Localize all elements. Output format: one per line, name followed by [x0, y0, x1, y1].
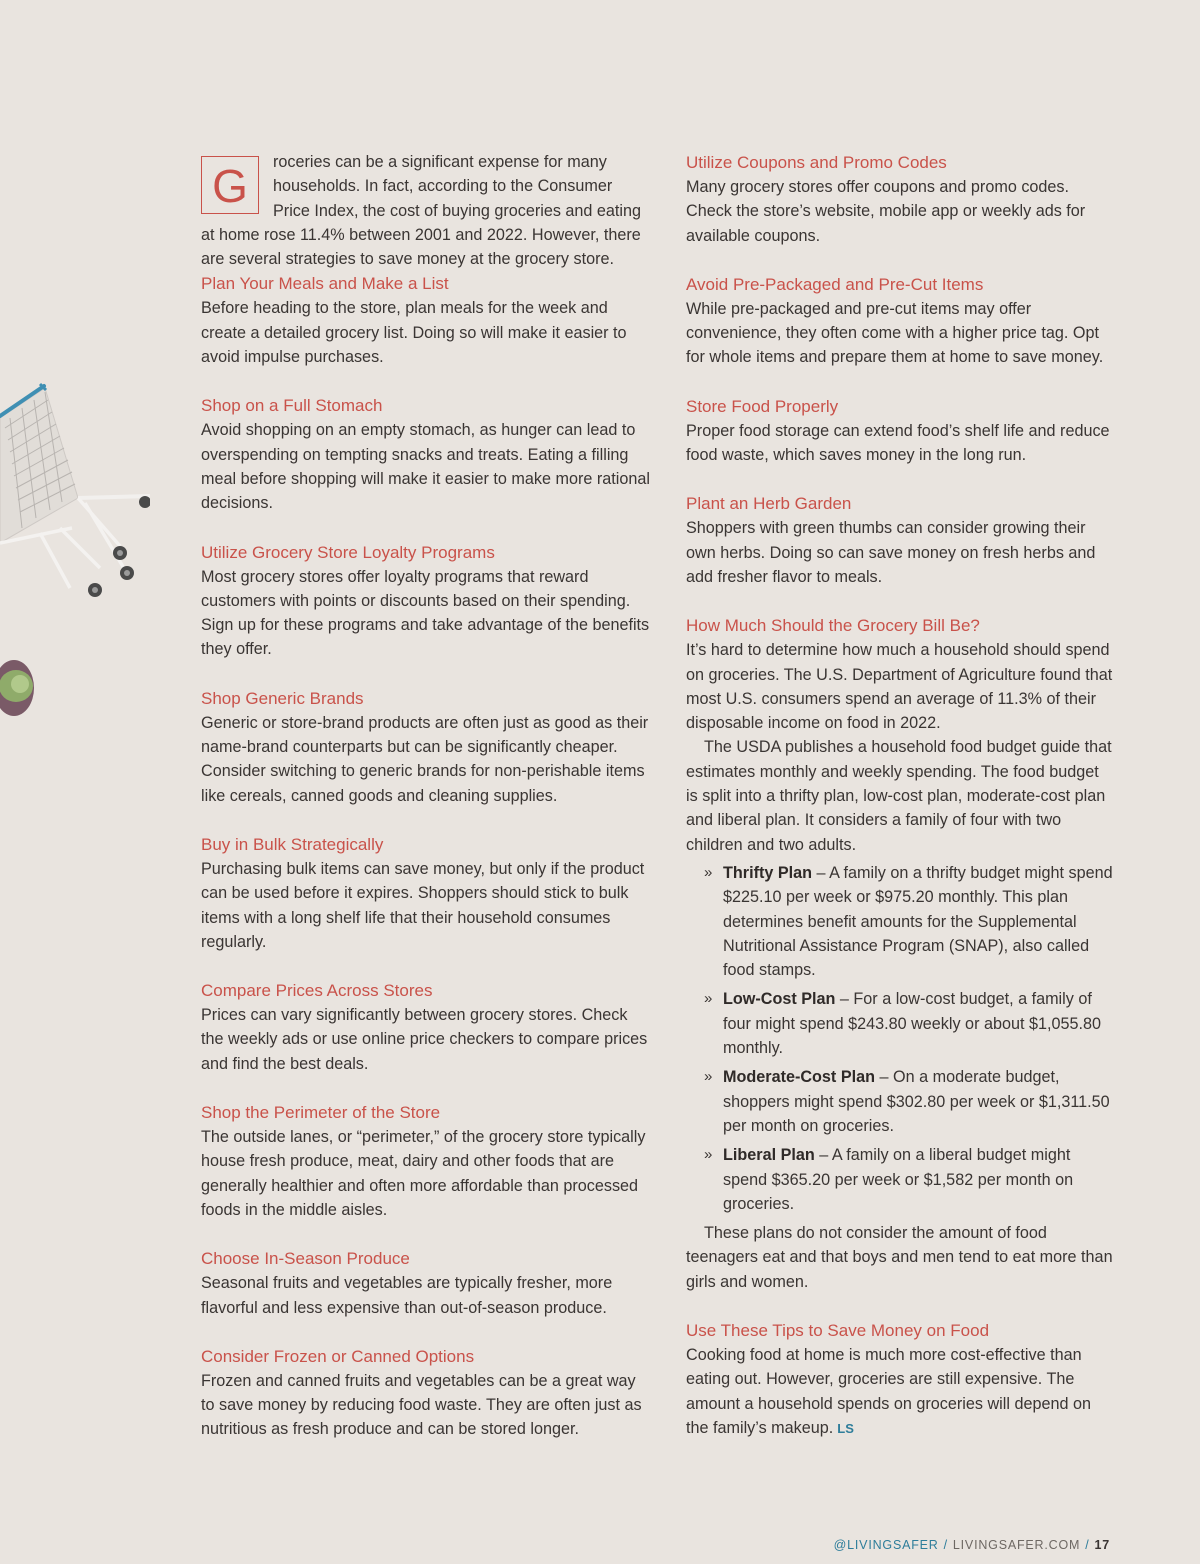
section-heading: Plan Your Meals and Make a List — [201, 274, 449, 294]
plan-list — [686, 861, 1114, 1216]
section-heading: Plant an Herb Garden — [686, 494, 852, 514]
section-body: It’s hard to determine how much a household should spend on groceries. The U.S. Department of Agriculture found that most U.S. consumers spend an average of 11.3% of their disposable income on food in 2022. — [686, 641, 1113, 733]
section-heading: Store Food Properly — [686, 396, 839, 416]
section-full-stomach — [201, 393, 651, 515]
section-heading: Shop on a Full Stomach — [201, 396, 383, 416]
section-buy-bulk — [201, 832, 651, 954]
section-body: Most grocery stores offer loyalty programs that reward customers with points or discounts based on their spending. Sign up for these programs and take advantage of the benefits they offer. — [201, 567, 650, 659]
section-loyalty-programs — [201, 540, 651, 662]
plan-text: – On a moderate budget, shoppers might spend $302.80 per week or $1,311.50 per month on groceries. — [723, 1068, 1110, 1135]
plan-name: Liberal Plan — [723, 1146, 815, 1165]
plan-name: Moderate-Cost Plan — [723, 1068, 876, 1087]
shopping-cart-image — [0, 378, 150, 608]
section-grocery-bill — [686, 613, 1114, 1294]
plan-name: Thrifty Plan — [723, 863, 813, 882]
intro-text: roceries can be a significant expense for many households. In fact, according to the Consumer Price Index, the cost of buying groceries and eating at home rose 11.4% between 2001 and 2022. However, there are several strategies to save money at the grocery store. — [201, 153, 642, 269]
list-item — [704, 861, 1114, 982]
plan-text: – A family on a liberal budget might spend $365.20 per week or $1,582 per month on groceries. — [723, 1146, 1074, 1213]
section-body — [686, 1343, 1114, 1441]
social-handle: @LIVINGSAFER — [833, 1538, 939, 1552]
plan-text: – A family on a thrifty budget might spend $225.10 per week or $975.20 monthly. This plan determines benefit amounts for the Supplemental Nutritional Assistance Program (SNAP), also called food stamps. — [723, 863, 1113, 980]
section-frozen-canned — [201, 1344, 651, 1442]
intro-paragraph — [201, 150, 651, 271]
list-item — [704, 1065, 1114, 1138]
page-number: 17 — [1094, 1538, 1110, 1552]
section-heading: Avoid Pre-Packaged and Pre-Cut Items — [686, 274, 984, 294]
section-body: Before heading to the store, plan meals for the week and create a detailed grocery list. Doing so will make it easier to avoid impulse purchases. — [201, 299, 627, 367]
section-body: Frozen and canned fruits and vegetables can be a great way to save money by reducing food waste. They are often just as nutritious as fresh produce and can be stored longer. — [201, 1371, 642, 1439]
footer-separator: / — [1085, 1538, 1090, 1552]
bullet-icon: » — [704, 1068, 713, 1086]
section-generic-brands — [201, 686, 651, 808]
bullet-icon: » — [704, 863, 713, 881]
plan-name: Low-Cost Plan — [723, 990, 836, 1009]
section-heading: Shop the Perimeter of the Store — [201, 1103, 441, 1123]
section-body: Purchasing bulk items can save money, but only if the product can be used before it expires. Shoppers should stick to bulk items with a long shelf life that their household consumes regularly. — [201, 859, 645, 951]
section-body: Proper food storage can extend food’s shelf life and reduce food waste, which saves money in the long run. — [686, 421, 1110, 465]
section-body: The outside lanes, or “perimeter,” of the grocery store typically house fresh produce, meat, dairy and other foods that are generally healthier and often more affordable than processed foods in the middle aisles. — [201, 1128, 646, 1219]
section-perimeter — [201, 1100, 651, 1222]
section-store-food — [686, 394, 1114, 468]
section-body: Generic or store-brand products are often just as good as their name-brand counterparts but can be significantly cheaper. Consider switching to generic brands for non-perishable items like cereals, canned goods and cleaning supplies. — [201, 713, 649, 805]
section-herb-garden — [686, 491, 1114, 589]
section-body: Seasonal fruits and vegetables are typically fresher, more flavorful and less expensive than out-of-season produce. — [201, 1274, 613, 1317]
section-body: These plans do not consider the amount of food teenagers eat and that boys and men tend to eat more than girls and women. — [686, 1224, 1113, 1291]
website: LIVINGSAFER.COM — [952, 1538, 1081, 1552]
section-pre-packaged — [686, 272, 1114, 370]
page-footer — [834, 1538, 1110, 1552]
right-column — [686, 150, 1114, 1465]
section-body: Prices can vary significantly between grocery stores. Check the weekly ads or use online price checkers to compare prices and find the best deals. — [201, 1006, 648, 1073]
end-mark-icon: LS — [837, 1420, 854, 1436]
footer-separator: / — [943, 1538, 948, 1552]
section-body: Avoid shopping on an empty stomach, as hunger can lead to overspending on tempting snacks and treats. Eating a filling meal before shopping will make it easier to make more rational decisions. — [201, 421, 650, 513]
section-compare-prices — [201, 978, 651, 1076]
section-heading: Choose In-Season Produce — [201, 1249, 410, 1269]
list-item — [704, 987, 1114, 1060]
section-save-money — [686, 1318, 1114, 1441]
section-heading: Utilize Grocery Store Loyalty Programs — [201, 542, 495, 562]
final-text: Cooking food at home is much more cost-effective than eating out. However, groceries are still expensive. The amount a household spends on groceries will depend on the family’s makeup. — [686, 1345, 1091, 1437]
section-in-season — [201, 1246, 651, 1320]
section-body: The USDA publishes a household food budget guide that estimates monthly and weekly spending. The food budget is split into a thrifty plan, low-cost plan, moderate-cost plan and liberal plan. It considers a family of four with two children and two adults. — [686, 738, 1112, 854]
left-column — [201, 150, 651, 1466]
section-heading: How Much Should the Grocery Bill Be? — [686, 616, 980, 636]
bullet-icon: » — [704, 1146, 713, 1164]
drop-cap: G — [201, 156, 259, 214]
section-body: Shoppers with green thumbs can consider growing their own herbs. Doing so can save money on fresh herbs and add fresher flavor to meals. — [686, 519, 1096, 586]
section-coupons — [686, 150, 1114, 248]
section-heading: Buy in Bulk Strategically — [201, 834, 384, 854]
section-body: While pre-packaged and pre-cut items may offer convenience, they often come with a higher price tag. Opt for whole items and prepare them at home to save money. — [686, 299, 1104, 367]
section-body: Many grocery stores offer coupons and promo codes. Check the store’s website, mobile app or weekly ads for available coupons. — [686, 178, 1086, 245]
section-heading: Shop Generic Brands — [201, 688, 364, 708]
section-heading: Utilize Coupons and Promo Codes — [686, 153, 947, 172]
plan-text: – For a low-cost budget, a family of four might spend $243.80 weekly or about $1,055.80 monthly. — [723, 990, 1101, 1058]
section-heading: Consider Frozen or Canned Options — [201, 1346, 475, 1366]
section-plan-meals — [201, 271, 651, 369]
bullet-icon: » — [704, 990, 713, 1008]
section-heading: Compare Prices Across Stores — [201, 981, 433, 1001]
list-item — [704, 1143, 1114, 1216]
produce-image — [0, 650, 40, 725]
section-heading: Use These Tips to Save Money on Food — [686, 1320, 990, 1340]
